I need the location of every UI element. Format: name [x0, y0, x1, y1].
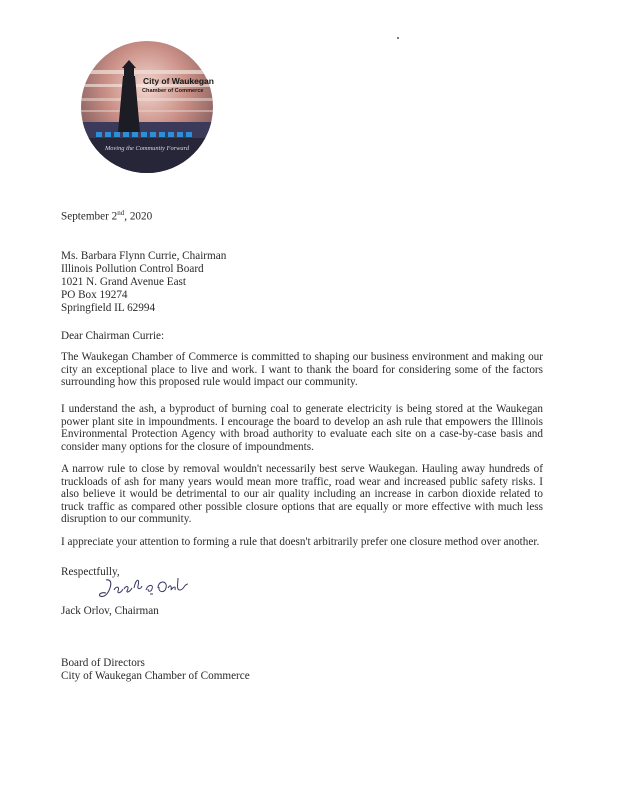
body-paragraph: I appreciate your attention to forming a rule that doesn't arbitrarily prefer one closure method over another. [61, 536, 540, 548]
recipient-line: Springfield IL 62994 [61, 302, 156, 314]
body-paragraph: I understand the ash, a byproduct of burning coal to generate electricity is being stored at the Waukegan power plant site in impoundments. I encourage the board to develop an ash rule that empowers the Illinois Environmental Protection Agency with broad authority to evaluate each site on a case-by-case basis and consider many options for the closure of impoundments. [61, 403, 543, 453]
recipient-line: Illinois Pollution Control Board [61, 263, 204, 275]
recipient-line: Ms. Barbara Flynn Currie, Chairman [61, 250, 227, 262]
svg-text:City of Waukegan: City of Waukegan [143, 76, 214, 86]
footer-line: Board of Directors [61, 657, 145, 669]
closing: Respectfully, [61, 566, 120, 578]
svg-text:Moving the Community Forward: Moving the Community Forward [104, 145, 190, 152]
body-paragraph: The Waukegan Chamber of Commerce is committed to shaping our business environment and making our city an exceptional place to live and work. I want to thank the board for considering some of the factors surrounding how this proposed rule would impact our community. [61, 351, 543, 389]
signature [96, 574, 196, 604]
scan-speck [397, 37, 399, 39]
footer-line: City of Waukegan Chamber of Commerce [61, 670, 250, 682]
recipient-line: PO Box 19274 [61, 289, 128, 301]
body-paragraph: A narrow rule to close by removal wouldn't necessarily best serve Waukegan. Hauling away hundreds of truckloads of ash for many years would mean more traffic, road wear and increased public safety risks. I also believe it would be detrimental to our air quality including an increase in carbon dioxide related to truck traffic as compared other possible closure options that are equally or more effective with much less disruption to our community. [61, 463, 543, 526]
recipient-line: 1021 N. Grand Avenue East [61, 276, 187, 288]
chamber-logo [80, 40, 214, 174]
salutation: Dear Chairman Currie: [61, 330, 165, 342]
signer-name: Jack Orlov, Chairman [61, 605, 159, 617]
svg-text:Chamber of Commerce: Chamber of Commerce [142, 88, 204, 94]
letter-date: September 2nd, 2020 [61, 209, 153, 223]
